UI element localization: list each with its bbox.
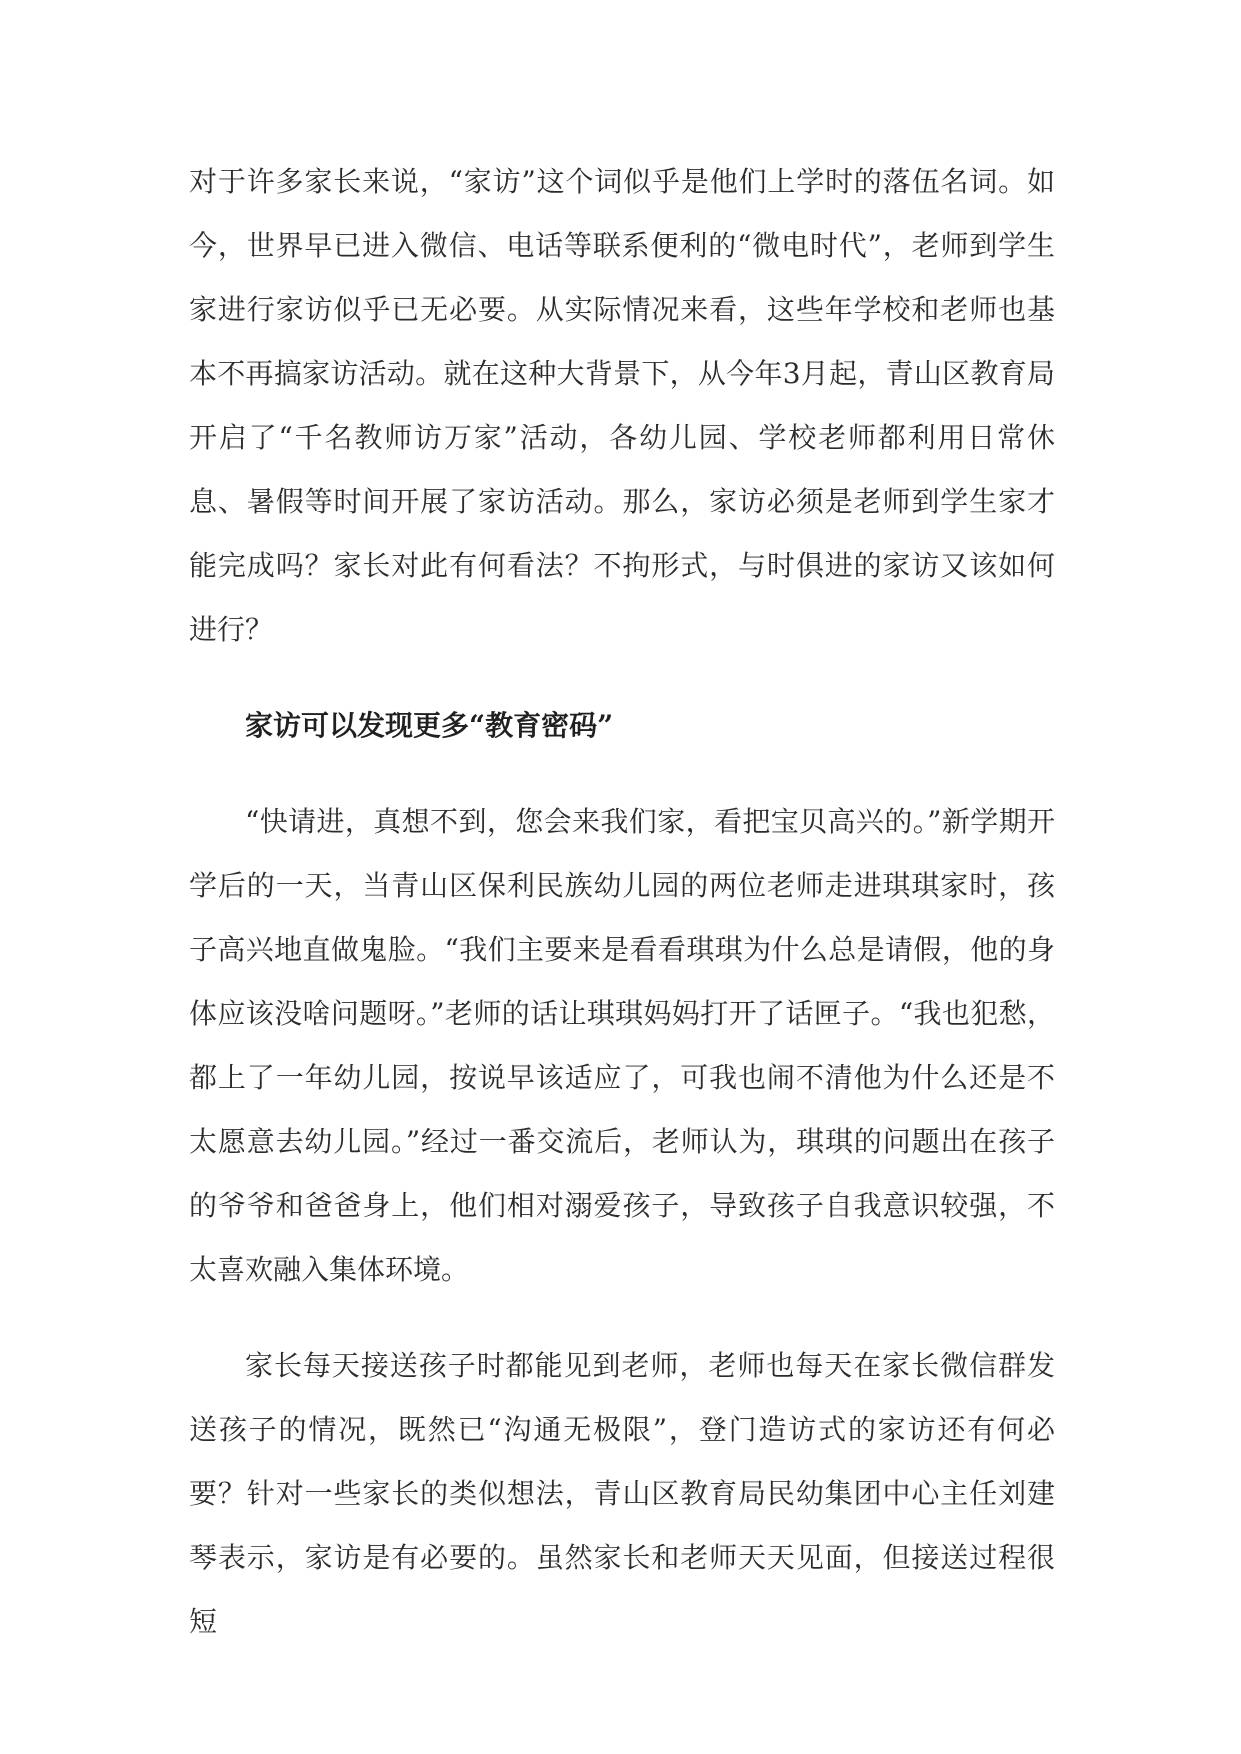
commentary-paragraph: 家长每天接送孩子时都能见到老师，老师也每天在家长微信群发送孩子的情况，既然已“沟通无极限”，登门造访式的家访还有何必要？针对一些家长的类似想法，青山区教育局民幼集团中心主任刘建琴表示，家访是有必要的。虽然家长和老师天天见面，但接送过程很短 <box>189 1349 1055 1638</box>
intro-paragraph: 对于许多家长来说，“家访”这个词似乎是他们上学时的落伍名词。如今，世界早已进入微信、电话等联系便利的“微电时代”，老师到学生家进行家访似乎已无必要。从实际情况来看，这些年学校和老师也基本不再搞家访活动。就在这种大背景下，从今年3月起，青山区教育局开启了“千名教师访万家”活动，各幼儿园、学校老师都利用日常休息、暑假等时间开展了家访活动。那么，家访必须是老师到学生家才能完成吗？家长对此有何看法？不拘形式，与时俱进的家访又该如何进行？ <box>189 165 1055 646</box>
story-paragraph: “快请进，真想不到，您会来我们家，看把宝贝高兴的。”新学期开学后的一天，当青山区保利民族幼儿园的两位老师走进琪琪家时，孩子高兴地直做鬼脸。“我们主要来是看看琪琪为什么总是请假，他的身体应该没啥问题呀。”老师的话让琪琪妈妈打开了话匣子。“我也犯愁，都上了一年幼儿园，按说早该适应了，可我也闹不清他为什么还是不太愿意去幼儿园。”经过一番交流后，老师认为，琪琪的问题出在孩子的爷爷和爸爸身上，他们相对溺爱孩子，导致孩子自我意识较强，不太喜欢融入集体环境。 <box>189 805 1055 1286</box>
section-heading: 家访可以发现更多“教育密码” <box>245 709 614 742</box>
article-body <box>189 150 1055 1686</box>
